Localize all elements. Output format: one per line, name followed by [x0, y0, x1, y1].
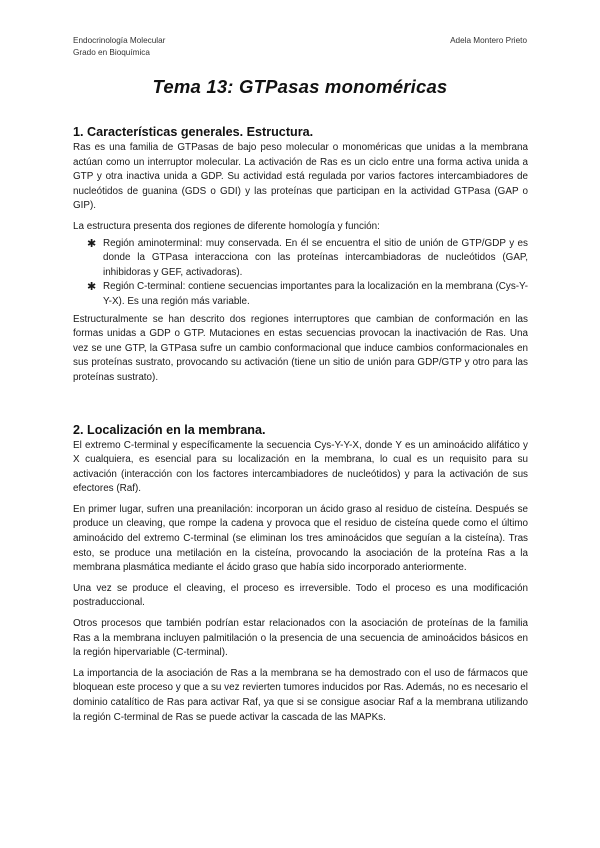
list-item	[86, 237, 528, 281]
header-degree: Grado en Bioquímica	[73, 48, 150, 57]
section-1-heading: 1. Características generales. Estructura.	[73, 125, 314, 139]
document-body	[73, 124, 528, 731]
paragraph: En primer lugar, sufren una preanilación: incorporan un ácido graso al residuo de cisteína. Después se produce un cleaving, que rompe la cadena y provoca que el residuo de cisteína quede como el último aminoácido del extremo C-terminal (se eliminan los tres aminoácidos que seguían a la cisteína). Tras esto, se produce una metilación en la cisteína, provocando la asociación de la proteína Ras a la membrana plasmática mediante el ácido graso que había sido incorporado anteriormente.	[73, 503, 528, 574]
asterisk-bullet-icon: ✱	[87, 237, 97, 250]
page-title: Tema 13: GTPasas monoméricas	[152, 76, 448, 97]
list-item	[86, 280, 528, 309]
header-left	[73, 35, 165, 59]
paragraph: Estructuralmente se han descrito dos regiones interruptores que cambian de conformación en las formas unidas a GDP o GTP. Mutaciones en estas secuencias provocan la inactivación de Ras. Una vez se une GTP, la GTPasa sufre un cambio conformacional que induce cambios conformacionales en sus proteínas sustrato, provocando su activación (tiene un sitio de unión para GDP/GTP y otro para las proteínas sustrato).	[73, 313, 528, 383]
list-item-text: Región aminoterminal: muy conservada. En él se encuentra el sitio de unión de GTP/GDP y es donde la GTPasa interacciona con las proteínas intercambiadoras de nucleótidos (GAP, inhibidoras y GEF, activadoras).	[103, 237, 528, 278]
list-item-text: Región C-terminal: contiene secuencias importantes para la localización en la membrana (Cys-Y-Y-X). Es una región más variable.	[103, 281, 529, 307]
paragraph: Otros procesos que también podrían estar relacionados con la asociación de proteínas de la familia Ras a la membrana incluyen palmitilación o la presencia de una secuencia de aminoácidos básicos en la región hipervariable (C-terminal).	[73, 618, 528, 659]
paragraph: Ras es una familia de GTPasas de bajo peso molecular o monoméricas que unidas a la membrana actúan como un interruptor molecular. La activación de Ras es un ciclo entre una forma activa unida a GTP y otra inactiva unida a GDP. Su actividad está regulada por varios factores intercambiadores de nucleótidos de guanina (GDS o GDI) y las proteínas que participan en la actividad GTPasa (GAP o GIP).	[73, 142, 528, 212]
paragraph: La importancia de la asociación de Ras a la membrana se ha demostrado con el uso de fármacos que bloquean este proceso y que a su vez revierten tumores inducidos por Ras. Además, no es necesario el dominio catalítico de Ras para activar Raf, ya que si se consigue asociar Raf a la membrana utilizando la región C-terminal de Ras se puede activar la cascada de las MAPKs.	[73, 667, 528, 723]
asterisk-bullet-icon: ✱	[87, 281, 97, 294]
header-author: Adela Montero Prieto	[450, 36, 527, 45]
paragraph: La estructura presenta dos regiones de diferente homología y función:	[73, 220, 380, 232]
header-course: Endocrinología Molecular	[73, 36, 166, 45]
paragraph: Una vez se produce el cleaving, el proceso es irreversible. Todo el proceso es una modificación postraduccional.	[73, 582, 528, 609]
bullet-list	[73, 237, 528, 310]
section-2-heading: 2. Localización en la membrana.	[73, 422, 266, 437]
section-2	[73, 422, 528, 726]
section-spacer	[73, 392, 528, 422]
section-1	[73, 124, 528, 386]
paragraph: El extremo C-terminal y específicamente la secuencia Cys-Y-Y-X, donde Y es un aminoácido alifático y X cualquiera, es esencial para su localización en la membrana, lo cual es un requisito para su activación (interacción con los factores intercambiadores de nucleótidos) y para la activación de sus efectores (Raf).	[73, 439, 528, 495]
